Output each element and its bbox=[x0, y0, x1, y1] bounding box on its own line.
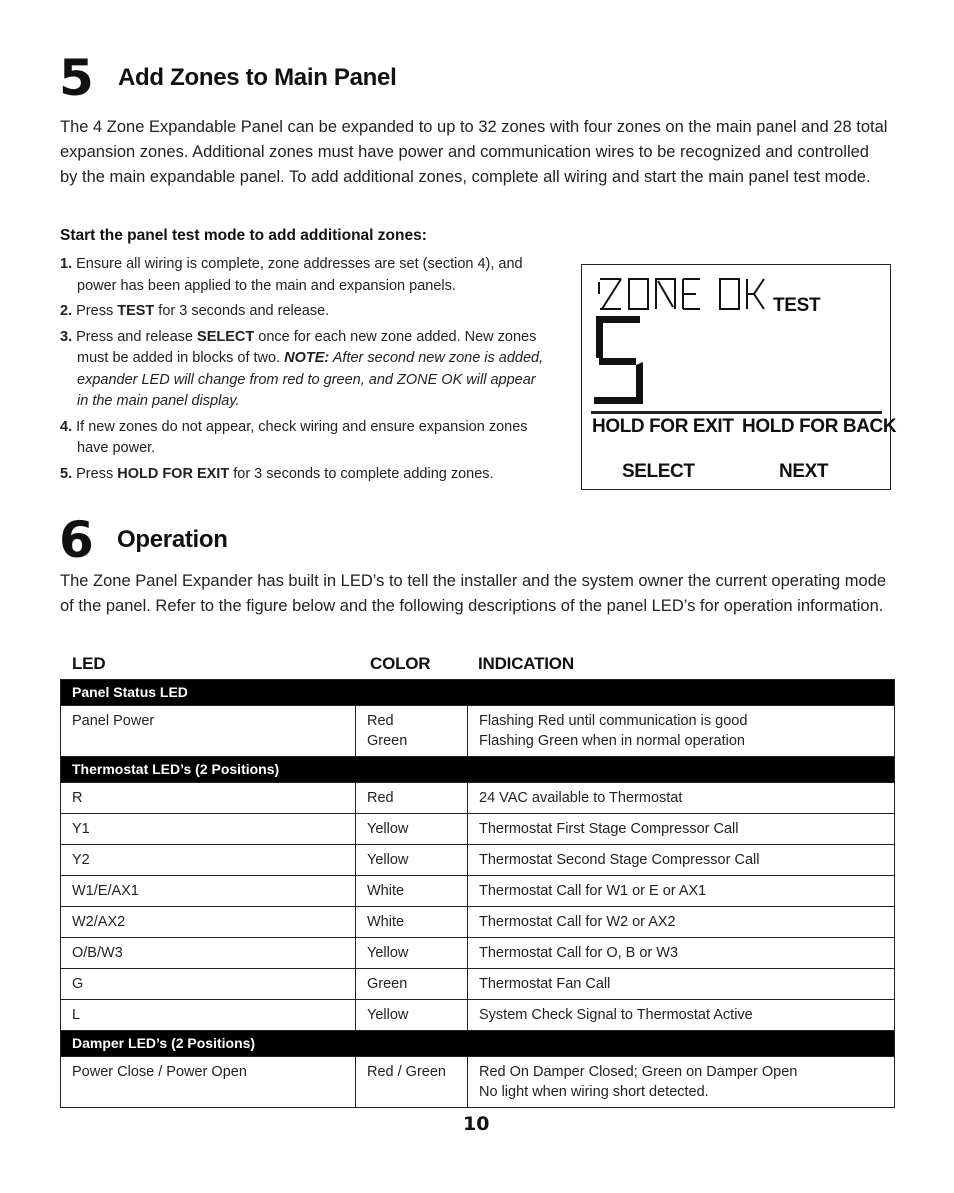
display-segment-readout bbox=[590, 270, 780, 410]
step-number: 1. bbox=[60, 256, 73, 272]
step-keyword: TEST bbox=[117, 303, 155, 319]
step-text: Press and release bbox=[76, 328, 198, 345]
step-1 bbox=[60, 254, 546, 297]
column-header-led: LED bbox=[72, 654, 106, 673]
led-cell: O/B/W3 bbox=[61, 938, 356, 969]
led-table bbox=[60, 679, 895, 1108]
page-number: 10 bbox=[463, 1113, 490, 1135]
color-cell: White bbox=[356, 907, 468, 938]
steps-subheading: Start the panel test mode to add additional zones: bbox=[60, 227, 427, 244]
table-row bbox=[61, 706, 895, 757]
led-cell: L bbox=[61, 1000, 356, 1031]
color-cell: Yellow bbox=[356, 938, 468, 969]
step-text: for 3 seconds to complete adding zones. bbox=[229, 465, 494, 482]
group-title: Damper LED’s (2 Positions) bbox=[61, 1031, 895, 1057]
indication-cell: Red On Damper Closed; Green on Damper Open No light when wiring short detected. bbox=[468, 1057, 895, 1108]
color-cell: Yellow bbox=[356, 1000, 468, 1031]
table-row bbox=[61, 845, 895, 876]
select-button[interactable]: SELECT bbox=[622, 461, 695, 482]
led-cell: W1/E/AX1 bbox=[61, 876, 356, 907]
hold-for-back-button[interactable]: HOLD FOR BACK bbox=[742, 416, 897, 437]
indication-cell: System Check Signal to Thermostat Active bbox=[468, 1000, 895, 1031]
step-text: Press bbox=[76, 465, 118, 482]
step-text: Ensure all wiring is complete, zone addresses are set (section 4), and power has been applied to the main and expansion panels. bbox=[76, 256, 523, 294]
led-cell: Panel Power bbox=[61, 706, 356, 757]
step-number: 2. bbox=[60, 303, 73, 319]
table-row bbox=[61, 876, 895, 907]
step-4 bbox=[60, 417, 546, 460]
indication-cell: Thermostat Call for W2 or AX2 bbox=[468, 907, 895, 938]
color-cell: Red / Green bbox=[356, 1057, 468, 1108]
led-cell: Power Close / Power Open bbox=[61, 1057, 356, 1108]
led-cell: Y1 bbox=[61, 814, 356, 845]
step-text: for 3 seconds and release. bbox=[154, 303, 330, 319]
table-row bbox=[61, 783, 895, 814]
led-cell: Y2 bbox=[61, 845, 356, 876]
step-number: 4. bbox=[60, 418, 73, 435]
hold-for-exit-button[interactable]: HOLD FOR EXIT bbox=[592, 416, 734, 437]
steps-list bbox=[60, 254, 546, 489]
display-divider bbox=[591, 411, 882, 414]
color-cell: Yellow bbox=[356, 845, 468, 876]
section-5-intro: The 4 Zone Expandable Panel can be expanded to up to 32 zones with four zones on the main panel and 28 total expansion zones. Additional zones must have power and communication wires to be recognized and controlled by the main expandable panel. To add additional zones, complete all wiring and start the main panel test mode. bbox=[60, 118, 888, 186]
step-2 bbox=[60, 301, 546, 323]
group-title: Thermostat LED’s (2 Positions) bbox=[61, 757, 895, 783]
table-row bbox=[61, 814, 895, 845]
section-6-title: Operation bbox=[117, 526, 228, 553]
indication-cell: Thermostat Call for W1 or E or AX1 bbox=[468, 876, 895, 907]
step-5 bbox=[60, 464, 546, 486]
led-cell: W2/AX2 bbox=[61, 907, 356, 938]
note-text: After second new zone is added, expander LED will change from red to green, and ZONE OK will appear in the main panel display. bbox=[77, 350, 544, 409]
section-6-number: 6 bbox=[59, 511, 94, 569]
color-cell: White bbox=[356, 876, 468, 907]
table-row bbox=[61, 938, 895, 969]
table-row bbox=[61, 1057, 895, 1108]
group-title: Panel Status LED bbox=[61, 680, 895, 706]
indication-cell: Thermostat Second Stage Compressor Call bbox=[468, 845, 895, 876]
step-3 bbox=[60, 327, 546, 413]
table-row bbox=[61, 907, 895, 938]
section-6-intro: The Zone Panel Expander has built in LED’s to tell the installer and the system owner the current operating mode of the panel. Refer to the figure below and the following descriptions of the panel LED’s for operation information. bbox=[60, 572, 887, 615]
step-text: once for each new zone added. New zones must be added in blocks of two. bbox=[77, 328, 537, 366]
column-header-color: COLOR bbox=[370, 654, 431, 673]
led-cell: G bbox=[61, 969, 356, 1000]
table-group-header bbox=[61, 1031, 895, 1057]
note-label: NOTE: bbox=[284, 350, 330, 366]
indication-cell: Thermostat First Stage Compressor Call bbox=[468, 814, 895, 845]
table-row bbox=[61, 1000, 895, 1031]
next-button[interactable]: NEXT bbox=[779, 461, 829, 482]
display-test-label: TEST bbox=[773, 295, 821, 316]
table-group-header bbox=[61, 757, 895, 783]
indication-cell: Flashing Red until communication is good Flashing Green when in normal operation bbox=[468, 706, 895, 757]
color-cell: Red bbox=[356, 783, 468, 814]
section-5-title: Add Zones to Main Panel bbox=[118, 64, 397, 91]
step-text: Press bbox=[76, 303, 118, 319]
step-number: 3. bbox=[60, 328, 73, 345]
step-keyword: HOLD FOR EXIT bbox=[117, 465, 230, 482]
color-cell: Yellow bbox=[356, 814, 468, 845]
color-cell: Red Green bbox=[356, 706, 468, 757]
indication-cell: Thermostat Call for O, B or W3 bbox=[468, 938, 895, 969]
column-header-indication: INDICATION bbox=[478, 654, 574, 673]
step-text: If new zones do not appear, check wiring and ensure expansion zones have power. bbox=[76, 418, 528, 456]
step-number: 5. bbox=[60, 465, 73, 482]
led-cell: R bbox=[61, 783, 356, 814]
indication-cell: Thermostat Fan Call bbox=[468, 969, 895, 1000]
table-group-header bbox=[61, 680, 895, 706]
table-row bbox=[61, 969, 895, 1000]
step-keyword: SELECT bbox=[197, 328, 255, 345]
color-cell: Green bbox=[356, 969, 468, 1000]
indication-cell: 24 VAC available to Thermostat bbox=[468, 783, 895, 814]
section-5-number: 5 bbox=[59, 49, 94, 107]
